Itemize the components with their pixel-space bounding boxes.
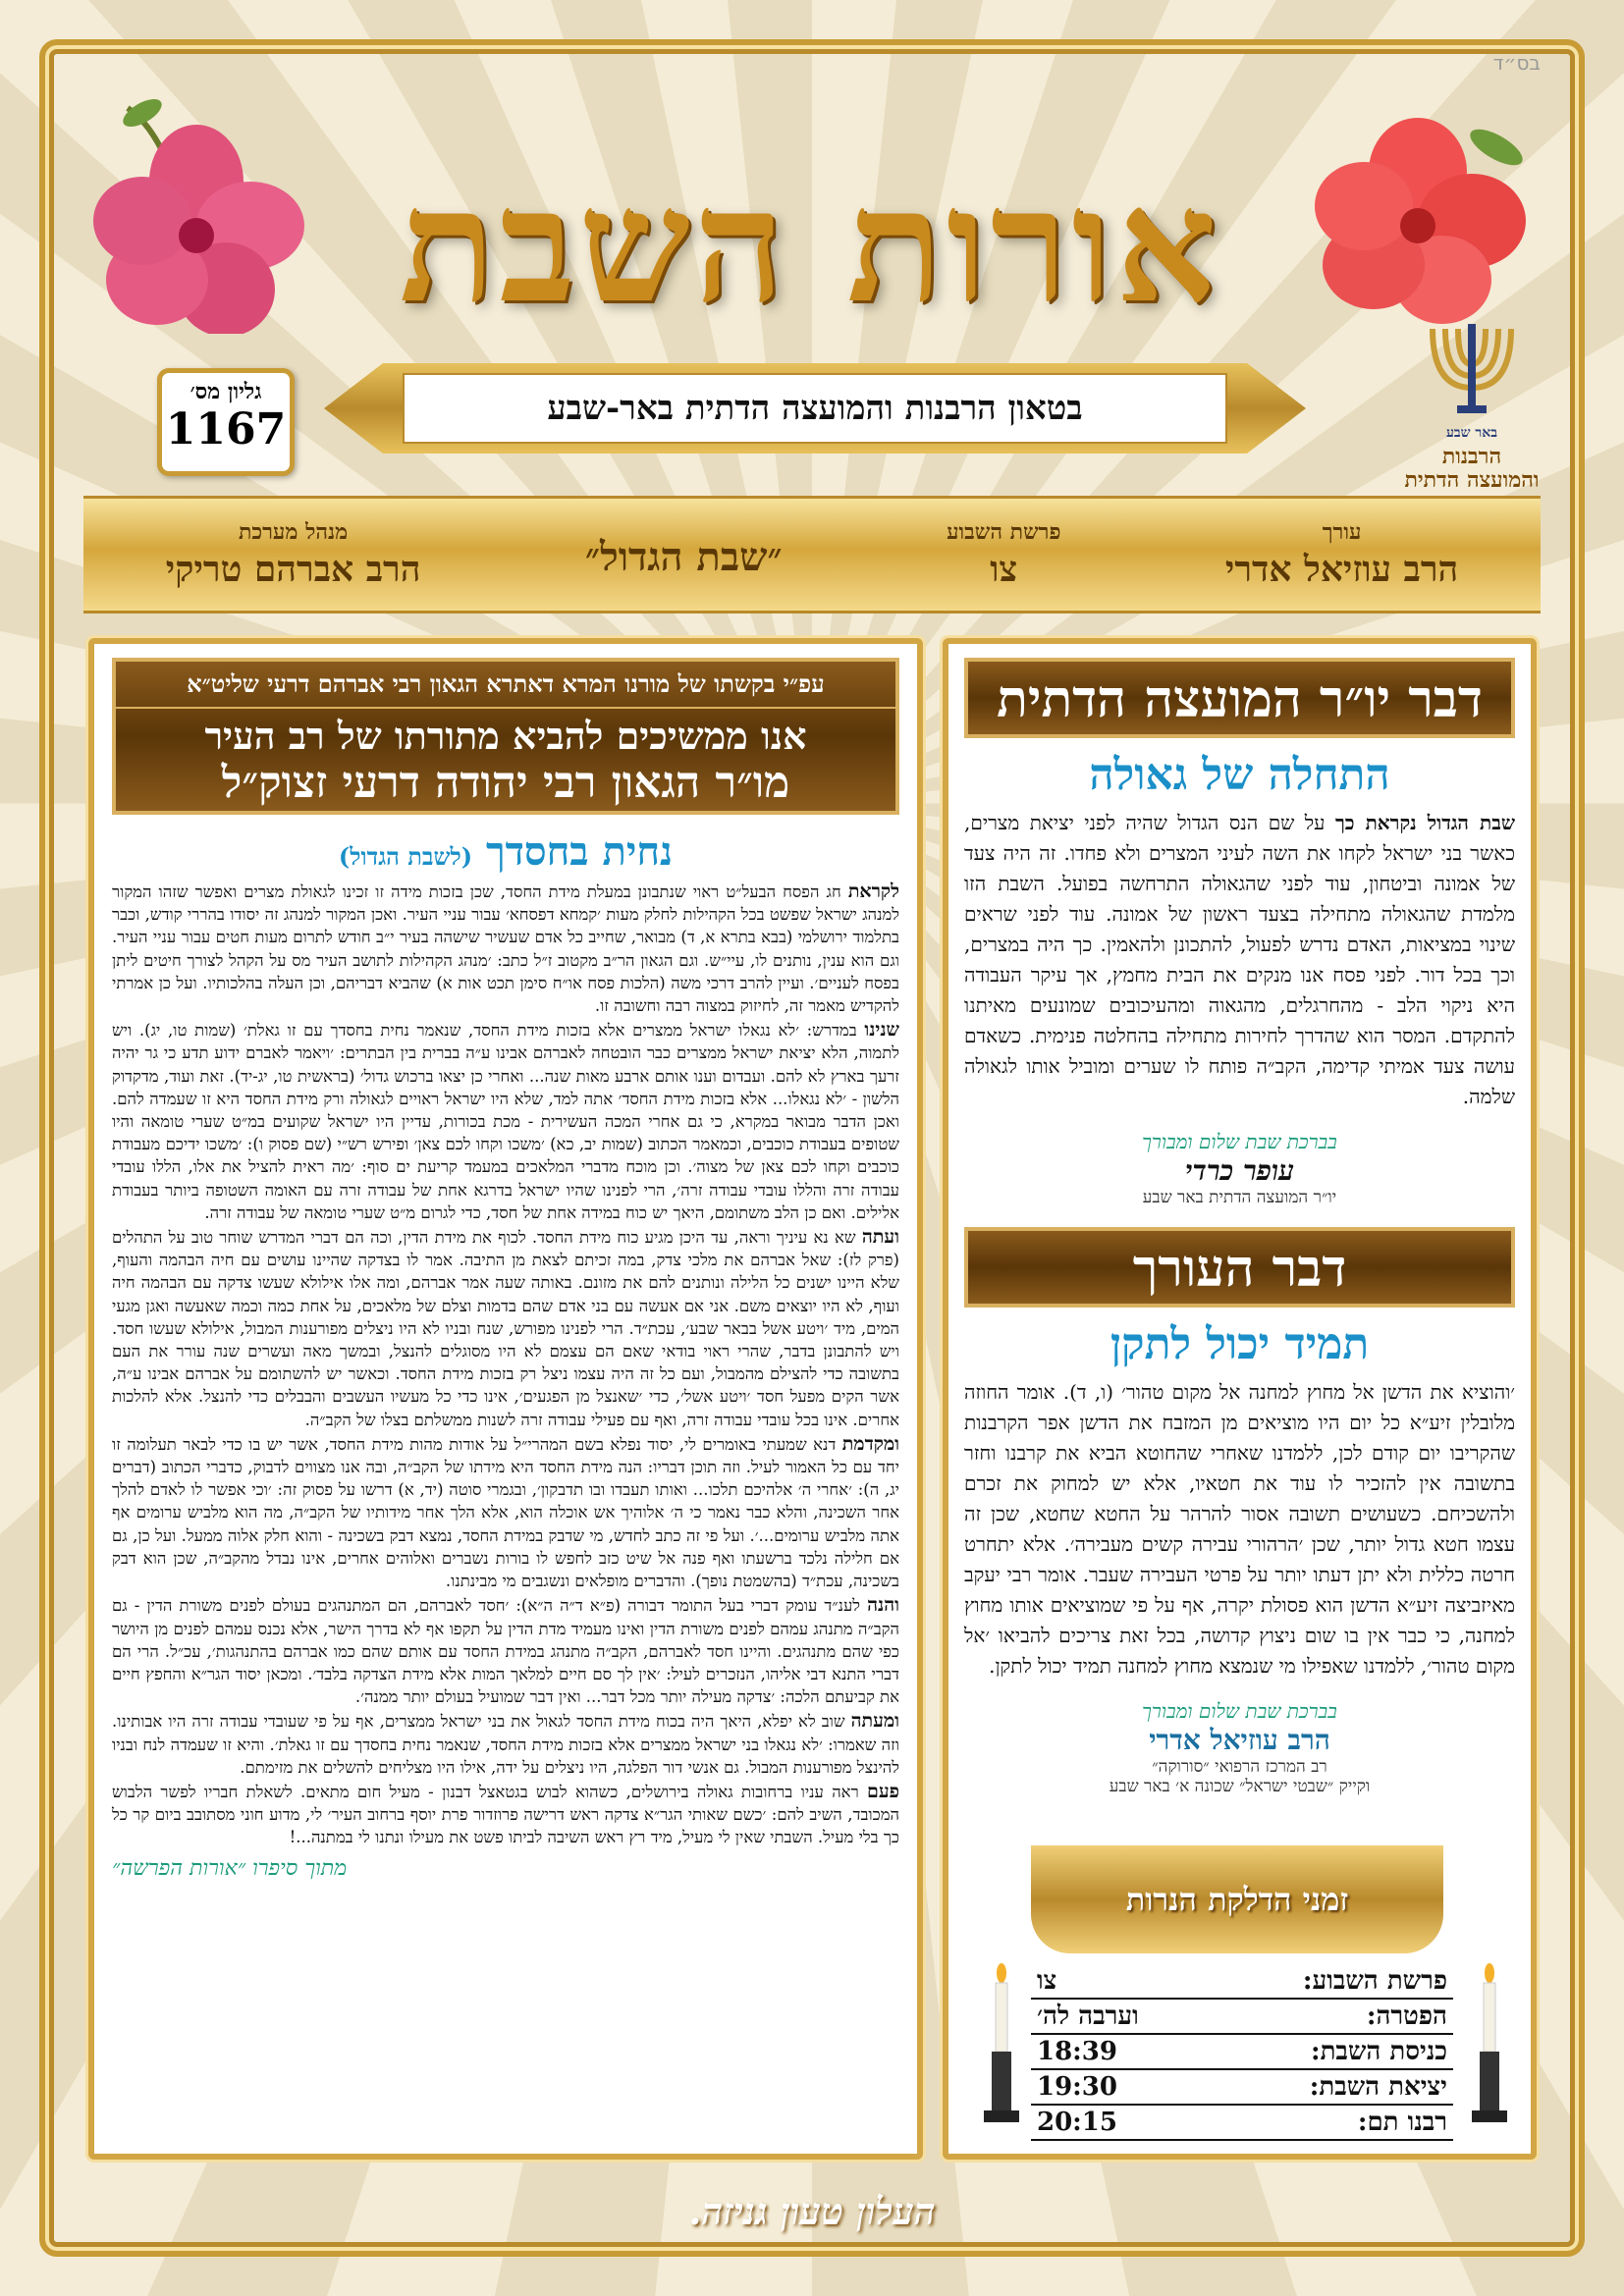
times-row bbox=[1031, 2069, 1453, 2105]
paragraph-lead: ומקדמת bbox=[841, 1432, 899, 1455]
article-body bbox=[112, 881, 899, 1849]
info-manager bbox=[166, 519, 421, 590]
bsd-mark: בס״ד bbox=[1492, 51, 1541, 75]
info-editor-caption: עורך bbox=[1322, 519, 1362, 545]
logo-text-1: הרבנות bbox=[1441, 444, 1502, 469]
info-shabbat-value: ״שבת הגדול״ bbox=[584, 533, 783, 580]
chairman-signature bbox=[964, 1130, 1515, 1207]
issue-label: גליון מס׳ bbox=[189, 379, 262, 404]
info-parasha bbox=[947, 519, 1060, 590]
editor-text: ׳והוציא את הדשן אל מחוץ למחנה אל מקום טהור׳ (ו, ד). אומר החוזה מלובלין זיע״א כל יום היו מוציאים מן המזבח את הדשן אפר הקרבנות שהקריבו יום קודם לכן, ללמדנו שאחרי שהחוטא הביא את קרבנו וחזר בתשובה אין להזכיר לו עוד את חטאיו, אלא יש למחוק את זכרם ולהשכיחם. כשעושים תשובה אסור להרהר על החטא שחטא, שכן זה עצמו חטא גדול יותר, שכן ׳הרהורי עבירה קשים מעבירה׳. אלא יתחרט חרטה כללית ולא יתן דעתו יותר על פרטי העבירה שעבר. אומר רבי יעקב מאיזביצה זיע״א הדשן הוא פסולת יקרה, אף על פי שמוציאים אותו מחוץ למחנה, כי כבר אין בו שום ניצוץ קדושה, בכל זאת צריכים להביאו ׳אל מקום טהור׳, ללמדנו שאפילו מי שנמצא מחוץ למחנה תמיד יכול לתקן. bbox=[964, 1380, 1515, 1678]
paragraph-lead: לקראת bbox=[847, 881, 899, 902]
paragraph-text: במדרש: ׳לא נגאלו ישראל ממצרים אלא בזכות מידת החסד, שנאמר נחית בחסדך עם זו גאלת׳ (שמות טו, יג). ויש לתמוה, הלא יציאת ישראל ממצרים כבר הובטחה לאברהם אבינו ע״ה בברית בין הבתרים: ׳ויאמר לאברם ידוע תדע כי גר יהיה זרעך בארץ לא להם. ועבדום וענו אותם ארבע מאות שנה... ואחרי כן יצאו ברכוש גדול׳ (בראשית טו, יג-יד). זאת ועוד, מדקדוק הלשון - ׳לא נגאלו... אלא בזכות מידת החסד׳ אתה למד, שלא היו ישראל ראויים לגאולה ורק מידת החסד היא זו שעמדה להם. ואכן הדבר מבואר במקרא, כי גם אחרי המכה העשירית - מכת בכורות, עדיין היו ישראל שקועים במ״ט שערי טומאה והיו שטופים בעבודת כוכבים, וכמאמר הכתוב (שמות יב, כא) ׳משכו וקחו לכם צאן׳ ופירש רש״י (שם פסוק ו): ׳משכו ידיכם מעבודת כוכבים וקחו לכם צאן של מצוה׳. וכן מוכח מדברי המלאכים במעמד קריעת ים סוף: ׳מה ראית להציל את אלו, הללו עובדי עבודה זרה והללו עובדי עבודה זרה׳, הרי לפנינו שהיו ישראל בדרגא אחת של עבודה זרה עם האומה השטופה ביותר בעבודת אלילים. ואם כן הלב משתומם, היאך יש כוח במידה אחת של חסד, כדי לגרום מ״ט שערי טומאה של עבודה זרה. bbox=[112, 1021, 899, 1222]
times-label: יציאת השבת: bbox=[1209, 2069, 1453, 2105]
candle-times bbox=[972, 1845, 1522, 2140]
paragraph-text: דנא שמעתי באומרים לי, יסוד נפלא בשם המהרי״ל על אודות מהות מידת החסד, אשר יש בו כדי לבאר תעלומה זו יחד עם כל האמור לעיל. וזה תוכן דבריו: הנה מידת החסד היא מידתו של הקב״ה, ובה אנו מצווים לדבוק, כדברי הכתוב (דברים יג, ה): ׳אחרי ה׳ אלהיכם תלכו... ואותו תעבדו ובו תדבקון׳, ובגמרי סוטה (יד, א) דרשו על פסוק זה: ׳וכי אפשר לו לאדם להלך אחר השכינה, והלא כבר נאמר כי ה׳ אלוהיך אש אוכלה הוא, אלא הלך אחר מידותיו של הקב״ה, מה הוא מלביש ערומים אף אתה מלביש ערומים...׳. ועל פי זה כתב לחדש, מי שדבק במידת החסד, נמצא דבק בשכינה - והוא חלק אלוה ממעל. ועל כן, גם אם חלילה נלכד ברשעתו ואף פנה אל שיט כזב לחפש לו בורות נשברים ואלוהים אחרים, אינו נבדל מהקב״ה, שכן הוא דבק בשכינה, עכת״ד (בהשמטת נופך). והדברים מופלאים ונשגבים מי מבינתנו. bbox=[112, 1434, 899, 1591]
paragraph-text: שא נא עיניך וראה, עד היכן מגיע כוח מידת החסד. לכוף את מידת הדין, וכה הם דברי המדרש שוחר טוב על התהלים (פרק לז): שאל אברהם את מלכי צדק, במה זכיתם לצאת מן התיבה. אמר לו בצדקה שהיינו עושים עם חיה הבהמה והעוף, שלא היינו ישנים כל הלילה ונותנים להם את מזונם. באותה שעה אמר אברהם, ומה אלו אילולא שעשו צדקה עם הבהמה חיה ועוף, לא היו יוצאים משם. אני אם אעשה עם בני אדם שהם בדמות וצלם של מלאכים, על אחת כמה וכמה שאעשה ואגן מגעי המים, מיד ׳ויטע אשל בבאר שבע׳, עכת״ד. הרי לפנינו מפורש, שנח ובניו לא היו ניצלים מפורענות המבול, אילולא שעשו חסד. ויש להתבונן בדבר, שהרי ראוי בודאי שאם הם עצמם לא היו מסוגלים להנצל, ובמשך מאה ועשרים שנה עורר את העם בתשובה כדי להצילם מהמבול, ועם כל זה היה עצמו ניצל רק בזכות מידת החסד. וכאשר יש להשתומם על אברהם אבינו ע״ה, אשר הקים מפעל חסד ׳ויטע אשל׳, כדי ׳שאנצל מן הפגעים׳, אינו כדי כל מעשיו העשבים והבבלים כדי להנצל. אלא להלכות אחרים. אינו בכל עובדי עבודה זרה, ואף עם פעילי עבודה זרה לשנות ממשלתם בצלו של הקב״ה. bbox=[112, 1228, 899, 1429]
info-shabbat bbox=[585, 530, 783, 580]
candle-times-title: זמני הדלקת הנרות bbox=[1031, 1845, 1443, 1953]
article-paragraph bbox=[112, 1594, 899, 1708]
times-row bbox=[1031, 1963, 1453, 1999]
rabbinate-logo bbox=[1398, 319, 1545, 496]
editor-name: הרב עוזיאל אדרי bbox=[1149, 1724, 1330, 1756]
times-value: 18:39 bbox=[1031, 2034, 1209, 2069]
paragraph-text: שוב לא יפלא, היאך היה בכוח מידת החסד לגאול את בני ישראל ממצרים, אף על פי שעובדי עבודה זרה היו אבותינו. וזה שאמרו: ׳לא נגאלו בני ישראל ממצרים אלא בזכות מידת החסד, שנאמר נחית בחסדך עם זו גאלת׳. והיא זו שעמדה לנח ובניו להינצל מפורענות המבול. גם אנשי דור הפלגה, היו ניצלים על ידה, אילו היו מצליחים להשלים את מזימתם. bbox=[112, 1712, 899, 1777]
times-row bbox=[1031, 2105, 1453, 2140]
info-parasha-caption: פרשת השבוע bbox=[947, 519, 1061, 545]
times-row bbox=[1031, 1999, 1453, 2034]
info-bar bbox=[83, 496, 1541, 614]
article-paragraph bbox=[112, 1226, 899, 1431]
main-article bbox=[88, 638, 923, 2160]
footer-note: העלון טעון גניזה. bbox=[688, 2189, 936, 2233]
editor-signature bbox=[964, 1699, 1515, 1796]
logo-text-2: והמועצה הדתית bbox=[1404, 467, 1540, 493]
times-label: פרשת השבוע: bbox=[1209, 1963, 1453, 1999]
article-title bbox=[112, 828, 899, 875]
article-paragraph bbox=[112, 881, 899, 1017]
chairman-role: יו״ר המועצה הדתית באר שבע bbox=[1142, 1188, 1337, 1207]
issue-box bbox=[157, 368, 295, 476]
header-rav-lines bbox=[116, 709, 895, 811]
editor-role-2: וקייק ״שבטי ישראל״ שכונה א׳ באר שבע bbox=[1109, 1777, 1371, 1796]
times-label: כניסת השבת: bbox=[1209, 2034, 1453, 2069]
editor-role-1: רב המרכז הרפואי ״סורוקה״ bbox=[1152, 1757, 1327, 1777]
editor-title: תמיד יכול לתקן bbox=[1110, 1319, 1370, 1369]
paragraph-lead: ועתה bbox=[861, 1226, 899, 1249]
editor-header: דבר העורך bbox=[964, 1227, 1515, 1308]
times-label: רבנו תם: bbox=[1209, 2105, 1453, 2140]
article-paragraph bbox=[112, 1781, 899, 1849]
times-value: 20:15 bbox=[1031, 2105, 1209, 2140]
hibiscus-left-icon bbox=[88, 88, 314, 334]
info-editor-value: הרב עוזיאל אדרי bbox=[1224, 549, 1459, 590]
paragraph-lead: שנינו bbox=[864, 1019, 899, 1041]
chairman-title: התחלה של גאולה bbox=[1089, 750, 1390, 800]
article-paragraph bbox=[112, 1433, 899, 1592]
hibiscus-right-icon bbox=[1300, 108, 1536, 334]
article-title-sub: (לשבת הגדול) bbox=[338, 842, 473, 871]
article-paragraph bbox=[112, 1019, 899, 1224]
editor-blessing: בברכת שבת שלום ומבורך bbox=[1142, 1699, 1337, 1723]
main-article-header bbox=[112, 658, 899, 815]
header-rav-line-1: אנו ממשיכים להביא מתורתו של רב העיר bbox=[204, 714, 807, 758]
chairman-name: עופר כרדי bbox=[1184, 1154, 1295, 1187]
header-request-line: עפ״י בקשתו של מורנו המרא דאתרא הגאון רבי אברהם דרעי שליט״א bbox=[116, 662, 895, 709]
candle-times-table bbox=[1031, 1963, 1453, 2141]
issue-number: 1167 bbox=[165, 404, 287, 454]
info-parasha-value: צו bbox=[990, 549, 1018, 590]
chairman-header: דבר יו״ר המועצה הדתית bbox=[964, 658, 1515, 738]
info-manager-caption: מנהל מערכת bbox=[238, 519, 349, 545]
header-rav-line-2: מו״ר הגאון רבי יהודה דרעי זצוק״ל bbox=[221, 758, 790, 808]
banner-text: בטאון הרבנות והמועצה הדתית באר-שבע bbox=[403, 373, 1227, 444]
article-paragraph bbox=[112, 1710, 899, 1779]
paragraph-lead: פעם bbox=[867, 1780, 899, 1802]
candle-left-icon bbox=[980, 1963, 1023, 2140]
times-value: צו bbox=[1031, 1963, 1209, 1999]
article-title-text: נחית בחסדך bbox=[485, 828, 674, 875]
menorah-logo-icon bbox=[1418, 319, 1526, 417]
masthead-title: אורות השבת bbox=[399, 153, 1221, 338]
chairman-text-body: על שם הנס הגדול שהיה לפני יציאת מצרים, כאשר בני ישראל לקחו את השה לעיני המצרים ולא פחדו. זה היה צעד של אמונה וביטחון, עוד לפני שהגאולה התרחשה בפועל. השבת הזו מלמדת שהגאולה מתחילה בצעד ראשון של אמונה. עוד לפני שראים שינוי במציאות, האדם נדרש לפעול, להתכונן ולהאמין. כך היה במצרים, וכך בכל דור. לפני פסח אנו מנקים את הבית מחמץ, אך עיקר העבודה היא ניקוי הלב - מהחרגלים, מהגאוה ומהעיכובים שמונעים מאיתנו להתקדם. המסר הוא שהדרך לחירות מתחילה בהחלטה פנימית. כשאדם עושה צעד אמיתי קדימה, הקב״ה פותח לו שערים ומוביל אותו לגאולה שלמה. bbox=[964, 811, 1515, 1108]
paragraph-text: לענ״ד עומק דברי בעל התומר דבורה (פ״א ד״ה ה״א): ׳חסד לאברהם, הם המתנהגים בעולם לפנים משורת הדין - גם הקב״ה מתנהג עמהם לפנים משורת הדין ואינו מעמיד מדת הדין על תקפו אף לא בדרך הישר, אלא נכנס עמהם לפנים מן היושר כפי שהם מתנהגים. והיינו חסד לאברהם, הקב״ה מתנהג במידת החסד עם אותם שהם כמו אברהם בהתנהגות׳, עכ״ל. הרי הם דברי התנא דבי אליהו, הנזכרים לעיל: ׳אין לך סם חיים למלאך המות אלא מידת הצדקה בלבד׳. ומכאן יסוד הגר״א והחפץ חיים את קביעתם הלכה: ׳צדקה מעילה יותר מכל דבר... ואין דבר שמועיל בעולם יותר ממנה׳. bbox=[112, 1596, 899, 1707]
times-value: 19:30 bbox=[1031, 2069, 1209, 2105]
paragraph-text: ראה עניו ברחובות גאולה בירושלים, כשהוא לבוש בגטאצל דבנון - מעיל חום מתאים. לשאלת חבריו לפשר הלבוש המכובד, השיב להם: ׳כשם שאותי הגר״א צדקה ראש דרישה פרוזדור פרת יוסף ברחוב העיר׳ לי, מדוע חוני מסתובב ביום קר כל כך בלי מעיל. השבתי שאין לי מעיל, מיד רץ ראש השיבה לביתו פשט את מעילו ונתנו לי במתנה...! bbox=[112, 1782, 899, 1847]
chairman-blessing: בברכת שבת שלום ומבורך bbox=[1142, 1130, 1337, 1153]
times-row bbox=[1031, 2034, 1453, 2069]
chairman-text bbox=[964, 808, 1515, 1112]
info-editor bbox=[1225, 519, 1458, 590]
info-manager-value: הרב אברהם טריקי bbox=[165, 549, 421, 590]
chairman-text-lead: שבת הגדול נקראת כך bbox=[1334, 811, 1515, 834]
logo-city: באר שבע bbox=[1445, 425, 1498, 441]
paragraph-text: חג הפסח הבעל״ט ראוי שנתבונן במעלת מידת החסד, שכן בזכות מידה זו זכינו לגאולת מצרים ואפשר שזהו המקור למנהג ישראל שפשט בכל הקהילות לחלק מעות ׳קמחא דפסחא׳ עבור עניי העיר. ואכן המקור למנהג זה יסודו בהררי קודש, וכבר בתלמוד ירושלמי (בבא בתרא א, ד) מבואר, שחייב כל אדם שעשיר שישהה בעיר י״ב חודש לתרום מעות חטים עבור עניי העיר. וגם הוא ענין, נותנים לו, עיי״ש. וגם הגאון הר״ב מקטוב ז״ל כתב: ׳מנהג הקהילות לתושב העיר מס על הקהל לצורך חיטים ליתן בפסח לעניים׳. ועיין להרב דרכי משה (הלכות פסח או״ח סימן תכט אות א) שהביא דבריהם, וכן העלה בהלכותיו. ועל כן אמרתי להקדיש מאמר זה, לחיזוק במצוה רבה וחשובה זו. bbox=[112, 882, 899, 1016]
times-value: וערבה לה׳ bbox=[1031, 1999, 1209, 2034]
source-note: מתוך סיפרו ״אורות הפרשה״ bbox=[112, 1855, 348, 1881]
paragraph-lead: והנה bbox=[867, 1594, 899, 1617]
times-label: הפטרה: bbox=[1209, 1999, 1453, 2034]
paragraph-lead: ומעתה bbox=[850, 1710, 899, 1733]
candle-right-icon bbox=[1468, 1963, 1511, 2140]
